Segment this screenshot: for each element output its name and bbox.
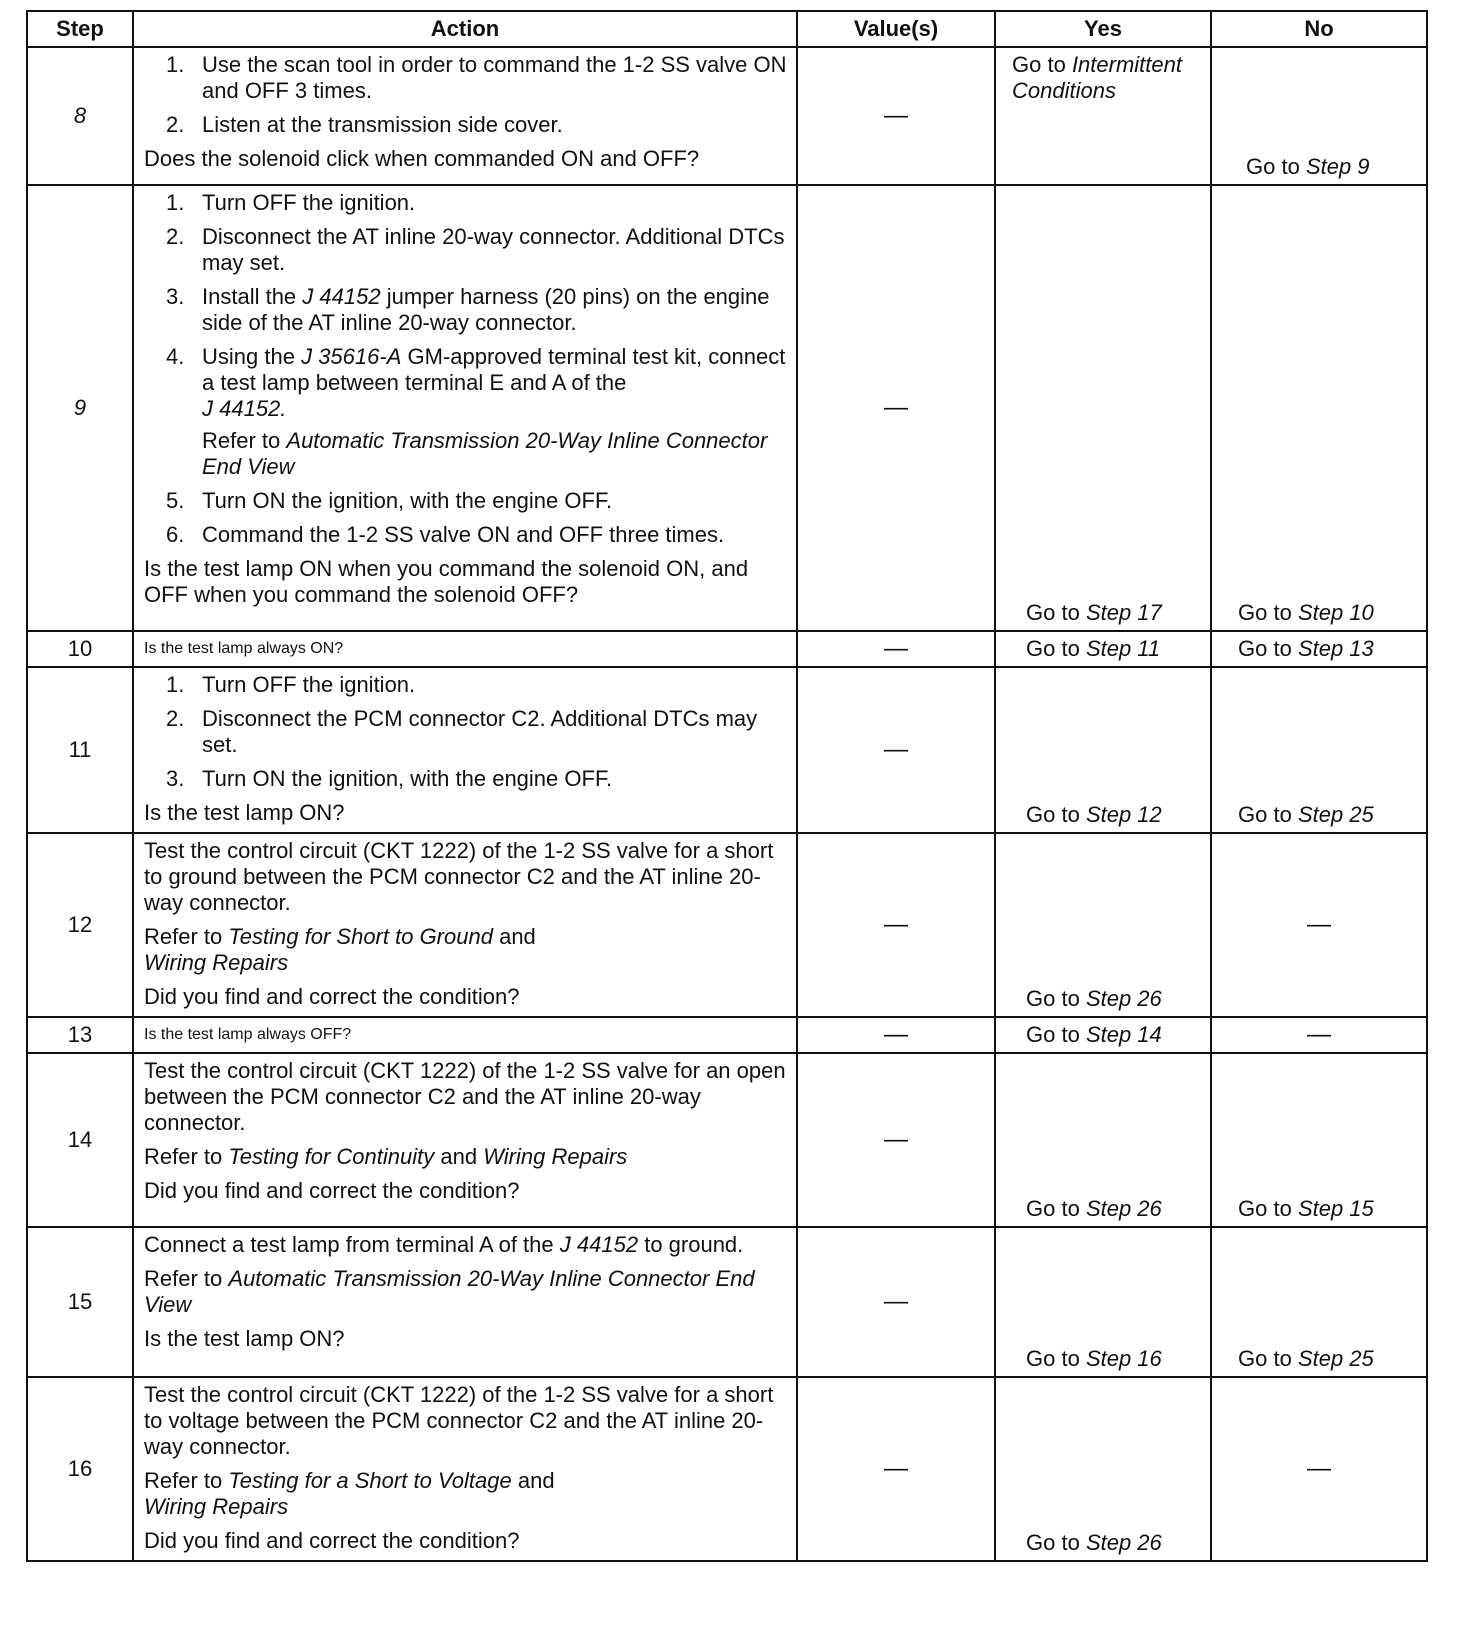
go-to-text: Go to — [1026, 986, 1080, 1011]
step-number: 8 — [27, 47, 133, 185]
ref-prefix: Refer to — [144, 1266, 223, 1291]
table-row-step-9 — [27, 185, 1427, 631]
yes-link[interactable]: Step 14 — [1085, 1022, 1162, 1047]
step-number: 14 — [27, 1053, 133, 1227]
value-cell: — — [797, 667, 995, 833]
action-text: Turn ON the ignition, with the engine OFF. — [202, 488, 613, 513]
list-item: 6. Command the 1-2 SS valve ON and OFF three times. — [166, 522, 725, 547]
header-values: Value(s) — [797, 11, 995, 47]
list-item: 5. Turn ON the ignition, with the engine OFF. — [166, 488, 613, 513]
tool-ref: J 44152. — [202, 396, 287, 421]
ref-prefix: Refer to — [144, 1144, 223, 1169]
header-yes: Yes — [995, 11, 1211, 47]
go-to-text: Go to — [1012, 52, 1066, 77]
list-item: 1. Turn OFF the ignition. — [166, 672, 416, 697]
action-text: Using the — [202, 344, 295, 369]
action-text: GM-approved terminal test kit, connect a test lamp between terminal E and A of the — [202, 344, 786, 395]
yes-cell — [995, 1053, 1211, 1227]
table-row-step-8 — [27, 47, 1427, 185]
no-link[interactable]: Step 10 — [1297, 600, 1374, 625]
list-item: 3. Install the J 44152 jumper harness (20 pins) on the engine side of the AT inline 20-way connector. — [166, 284, 770, 335]
header-action: Action — [133, 11, 797, 47]
yes-link[interactable]: Step 26 — [1085, 1530, 1162, 1555]
no-link[interactable]: Step 15 — [1297, 1196, 1374, 1221]
question-text: Is the test lamp always ON? — [144, 640, 344, 657]
no-link[interactable]: Step 25 — [1297, 1346, 1374, 1371]
action-text: Install the — [202, 284, 297, 309]
step-number: 9 — [27, 185, 133, 631]
go-to-text: Go to — [1238, 600, 1292, 625]
go-to-text: Go to — [1246, 154, 1300, 179]
ref-and: and — [499, 924, 536, 949]
action-text: Connect a test lamp from terminal A of the — [144, 1232, 554, 1257]
header-row — [27, 11, 1427, 47]
action-text: Turn OFF the ignition. — [202, 190, 416, 215]
yes-cell — [995, 631, 1211, 667]
list-item: 2. Listen at the transmission side cover. — [166, 112, 563, 137]
action-text: Disconnect the PCM connector C2. Additional DTCs may set. — [202, 706, 758, 757]
go-to-text: Go to — [1238, 1346, 1292, 1371]
value-cell: — — [797, 1227, 995, 1377]
no-cell: — — [1211, 833, 1427, 1017]
question-text: Does the solenoid click when commanded ON and OFF? — [144, 146, 700, 171]
no-cell — [1211, 1053, 1427, 1227]
question-text: Is the test lamp ON when you command the solenoid ON, and OFF when you command the solenoid OFF? — [144, 556, 749, 607]
go-to-text: Go to — [1238, 636, 1292, 661]
no-cell — [1211, 47, 1427, 185]
value-cell: — — [797, 47, 995, 185]
no-cell — [1211, 667, 1427, 833]
ref-and: and — [517, 1468, 555, 1493]
yes-link[interactable]: Step 16 — [1085, 1346, 1162, 1371]
ref-prefix: Refer to — [144, 924, 223, 949]
list-item: 2. Disconnect the PCM connector C2. Additional DTCs may set. — [166, 706, 758, 757]
question-text: Did you find and correct the condition? — [144, 984, 520, 1009]
list-item: 4. Using the J 35616-A GM-approved terminal test kit, connect a test lamp between terminal E and A of the J 44152. — [166, 344, 786, 421]
reference-note — [144, 1144, 788, 1170]
reference-note — [144, 924, 788, 976]
action-text: jumper harness (20 pins) on the engine side of the AT inline 20-way connector. — [202, 284, 770, 335]
no-link[interactable]: Step 9 — [1305, 154, 1370, 179]
action-text: to ground. — [644, 1232, 744, 1257]
reference-link[interactable]: Wiring Repairs — [144, 950, 289, 975]
value-cell: — — [797, 833, 995, 1017]
tool-ref: J 44152 — [302, 284, 381, 309]
table-row-step-11 — [27, 667, 1427, 833]
table-row-step-12 — [27, 833, 1427, 1017]
ref-and: and — [440, 1144, 478, 1169]
reference-note — [144, 1266, 788, 1318]
diagnostic-table — [26, 10, 1428, 1562]
step-number: 10 — [27, 631, 133, 667]
action-cell — [133, 1377, 797, 1561]
action-text: Turn ON the ignition, with the engine OFF. — [202, 766, 613, 791]
yes-cell — [995, 47, 1211, 185]
tool-ref: J 44152 — [559, 1232, 639, 1257]
reference-note — [144, 1468, 788, 1520]
reference-link[interactable]: Wiring Repairs — [483, 1144, 628, 1169]
yes-cell — [995, 1377, 1211, 1561]
yes-cell — [995, 833, 1211, 1017]
yes-cell — [995, 185, 1211, 631]
reference-link[interactable]: Automatic Transmission 20-Way Inline Connector End View — [144, 1266, 755, 1317]
action-text: Test the control circuit (CKT 1222) of the 1-2 SS valve for a short to voltage between the PCM connector C2 and the AT inline 20-way connector. — [144, 1382, 774, 1459]
action-text: Disconnect the AT inline 20-way connector. Additional DTCs may set. — [202, 224, 785, 275]
reference-link[interactable]: Testing for Continuity — [228, 1144, 435, 1169]
action-cell — [133, 1227, 797, 1377]
reference-link[interactable]: Testing for Short to Ground — [228, 924, 493, 949]
action-cell — [133, 1053, 797, 1227]
value-cell: — — [797, 631, 995, 667]
step-number: 13 — [27, 1017, 133, 1053]
no-cell — [1211, 631, 1427, 667]
go-to-text: Go to — [1238, 1196, 1292, 1221]
value-cell: — — [797, 1053, 995, 1227]
header-no: No — [1211, 11, 1427, 47]
action-cell — [133, 667, 797, 833]
action-cell — [133, 47, 797, 185]
table-row-step-16 — [27, 1377, 1427, 1561]
yes-link[interactable]: Intermittent — [1071, 52, 1182, 77]
action-text: Use the scan tool in order to command the 1-2 SS valve ON and OFF 3 times. — [202, 52, 787, 103]
list-item: 1. Use the scan tool in order to command the 1-2 SS valve ON and OFF 3 times. — [166, 52, 787, 103]
ref-prefix: Refer to — [144, 1468, 223, 1493]
action-text: Listen at the transmission side cover. — [202, 112, 563, 137]
yes-link[interactable]: Step 11 — [1085, 636, 1161, 661]
no-link[interactable]: Step 13 — [1297, 636, 1374, 661]
no-link[interactable]: Step 25 — [1297, 802, 1374, 827]
yes-link[interactable]: Step 26 — [1085, 1196, 1162, 1221]
action-text: Test the control circuit (CKT 1222) of the 1-2 SS valve for a short to ground between the PCM connector C2 and the AT inline 20-way connector. — [144, 838, 774, 915]
reference-link[interactable]: Automatic Transmission 20-Way Inline Connector End View — [202, 428, 768, 479]
step-number: 16 — [27, 1377, 133, 1561]
value-cell: — — [797, 1017, 995, 1053]
question-text: Is the test lamp ON? — [144, 800, 345, 825]
header-step: Step — [27, 11, 133, 47]
table-row-step-10 — [27, 631, 1427, 667]
go-to-text: Go to — [1026, 1022, 1080, 1047]
reference-link[interactable]: Wiring Repairs — [144, 1494, 289, 1519]
list-item: 2. Disconnect the AT inline 20-way connector. Additional DTCs may set. — [166, 224, 785, 275]
step-number: 15 — [27, 1227, 133, 1377]
no-cell — [1211, 185, 1427, 631]
step-number: 12 — [27, 833, 133, 1017]
action-text: Test the control circuit (CKT 1222) of the 1-2 SS valve for an open between the PCM connector C2 and the AT inline 20-way connector. — [144, 1058, 786, 1135]
value-cell: — — [797, 1377, 995, 1561]
yes-link[interactable]: Step 12 — [1085, 802, 1162, 827]
yes-cell — [995, 667, 1211, 833]
table-row-step-14 — [27, 1053, 1427, 1227]
ref-prefix: Refer to — [202, 428, 281, 453]
question-text: Is the test lamp ON? — [144, 1326, 345, 1351]
go-to-text: Go to — [1026, 1346, 1080, 1371]
table-row-step-13 — [27, 1017, 1427, 1053]
go-to-text: Go to — [1238, 802, 1292, 827]
action-cell — [133, 631, 797, 667]
question-text: Did you find and correct the condition? — [144, 1528, 520, 1553]
no-cell: — — [1211, 1377, 1427, 1561]
action-paragraph — [144, 1232, 788, 1258]
action-cell — [133, 185, 797, 631]
value-cell: — — [797, 185, 995, 631]
go-to-text: Go to — [1026, 1196, 1080, 1221]
action-cell — [133, 1017, 797, 1053]
action-text: Command the 1-2 SS valve ON and OFF three times. — [202, 522, 725, 547]
list-item: 3. Turn ON the ignition, with the engine OFF. — [166, 766, 613, 791]
go-to-text: Go to — [1026, 636, 1080, 661]
yes-link[interactable]: Step 26 — [1085, 986, 1162, 1011]
go-to-text: Go to — [1026, 802, 1080, 827]
go-to-text: Go to — [1026, 1530, 1080, 1555]
go-to-text: Go to — [1026, 600, 1080, 625]
question-text: Did you find and correct the condition? — [144, 1178, 520, 1203]
reference-note — [144, 428, 788, 480]
action-text: Turn OFF the ignition. — [202, 672, 416, 697]
step-number: 11 — [27, 667, 133, 833]
reference-link[interactable]: Testing for a Short to Voltage — [228, 1468, 512, 1493]
question-text: Is the test lamp always OFF? — [144, 1026, 352, 1043]
action-cell — [133, 833, 797, 1017]
yes-link-cont[interactable]: Conditions — [1012, 78, 1116, 103]
no-cell: — — [1211, 1017, 1427, 1053]
tool-ref: J 35616-A — [301, 344, 402, 369]
yes-cell — [995, 1227, 1211, 1377]
yes-link[interactable]: Step 17 — [1085, 600, 1162, 625]
yes-cell — [995, 1017, 1211, 1053]
list-item: 1. Turn OFF the ignition. — [166, 190, 416, 215]
table-row-step-15 — [27, 1227, 1427, 1377]
no-cell — [1211, 1227, 1427, 1377]
